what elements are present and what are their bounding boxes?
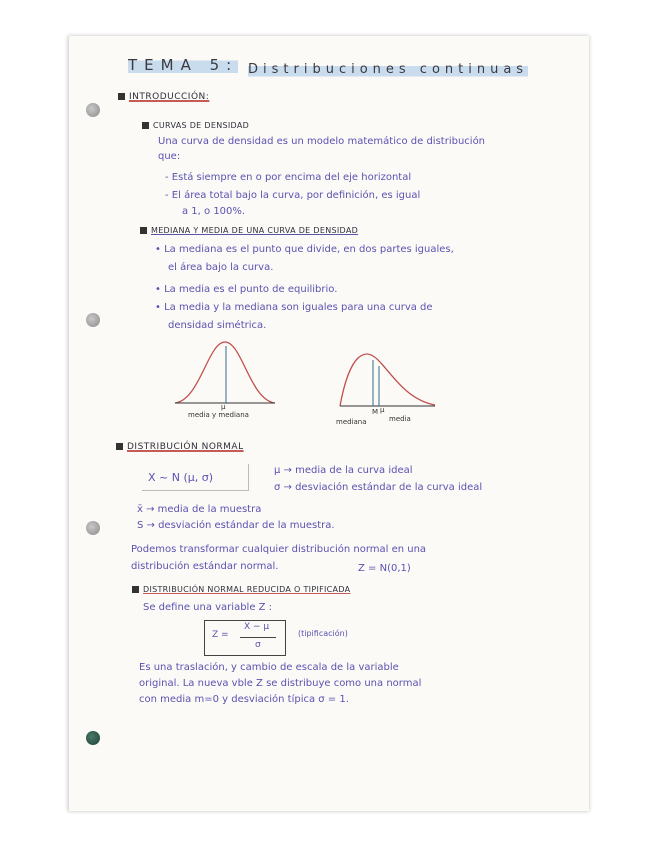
binder-hole — [86, 313, 100, 327]
curvas-bullet3: a 1, o 100%. — [182, 206, 246, 217]
z-definition: Se define una variable Z : — [143, 602, 273, 613]
normal-notation: X ~ N (μ, σ) — [148, 471, 214, 484]
explanation-line2: original. La nueva vble Z se distribuye como una normal — [139, 678, 422, 689]
subsection-curvas: CURVAS DE DENSIDAD — [142, 121, 249, 130]
binder-hole — [86, 521, 100, 535]
subsection-reducida: DISTRIBUCIÓN NORMAL REDUCIDA O TIPIFICADA — [132, 585, 350, 594]
sigma-definition: σ → desviación estándar de la curva ideal — [274, 482, 483, 493]
xbar-definition: x̄ → media de la muestra — [137, 504, 262, 515]
mm-bullet3b: densidad simétrica. — [168, 320, 267, 331]
mm-bullet1b: el área bajo la curva. — [168, 262, 274, 273]
s-definition: S → desviación estándar de la muestra. — [137, 520, 335, 531]
formula-denominator: σ — [255, 640, 261, 650]
fraction-bar — [240, 637, 276, 638]
skewed-curve — [340, 354, 435, 406]
mm-bullet1a: • La mediana es el punto que divide, en dos partes iguales, — [155, 244, 454, 255]
subsection-mediana-media: MEDIANA Y MEDIA DE UNA CURVA DE DENSIDAD — [140, 226, 358, 235]
section-intro: INTRODUCCIÓN: — [118, 92, 209, 102]
sym-mu-label: μ — [221, 403, 226, 411]
mediana-caption: mediana — [336, 418, 367, 426]
curvas-line1: Una curva de densidad es un modelo matemático de distribución — [158, 136, 486, 147]
explanation-line1: Es una traslación, y cambio de escala de la variable — [139, 662, 399, 673]
skew-m-label: M — [372, 408, 379, 416]
tipificacion-label: (tipificación) — [298, 629, 348, 638]
z-standard: Z = N(0,1) — [358, 563, 411, 574]
page-title: Distribuciones continuas — [248, 62, 529, 77]
transform-line1: Podemos transformar cualquier distribución normal en una — [131, 544, 427, 555]
formula-z: Z = — [212, 630, 229, 640]
symmetric-density-graph — [170, 338, 280, 413]
symmetric-curve — [175, 342, 275, 403]
sym-caption: media y mediana — [188, 411, 249, 419]
curvas-bullet2: - El área total bajo la curva, por definición, es igual — [165, 190, 421, 201]
media-caption: media — [389, 415, 411, 423]
section-normal: DISTRIBUCIÓN NORMAL — [116, 442, 244, 452]
page-title-prefix: TEMA 5: — [128, 56, 239, 74]
binder-hole — [86, 103, 100, 117]
formula-numerator: X − μ — [244, 622, 270, 632]
skewed-density-graph — [335, 348, 440, 410]
explanation-line3: con media m=0 y desviación típica σ = 1. — [139, 694, 349, 705]
binder-hole — [86, 731, 100, 745]
mm-bullet3a: • La media y la mediana son iguales para una curva de — [155, 302, 433, 313]
curvas-bullet1: - Está siempre en o por encima del eje horizontal — [165, 172, 412, 183]
transform-line2: distribución estándar normal. — [131, 561, 279, 572]
curvas-line2: que: — [158, 151, 181, 162]
mu-definition: μ → media de la curva ideal — [274, 465, 413, 476]
skew-mu-label: μ — [380, 406, 385, 414]
mm-bullet2: • La media es el punto de equilibrio. — [155, 284, 338, 295]
